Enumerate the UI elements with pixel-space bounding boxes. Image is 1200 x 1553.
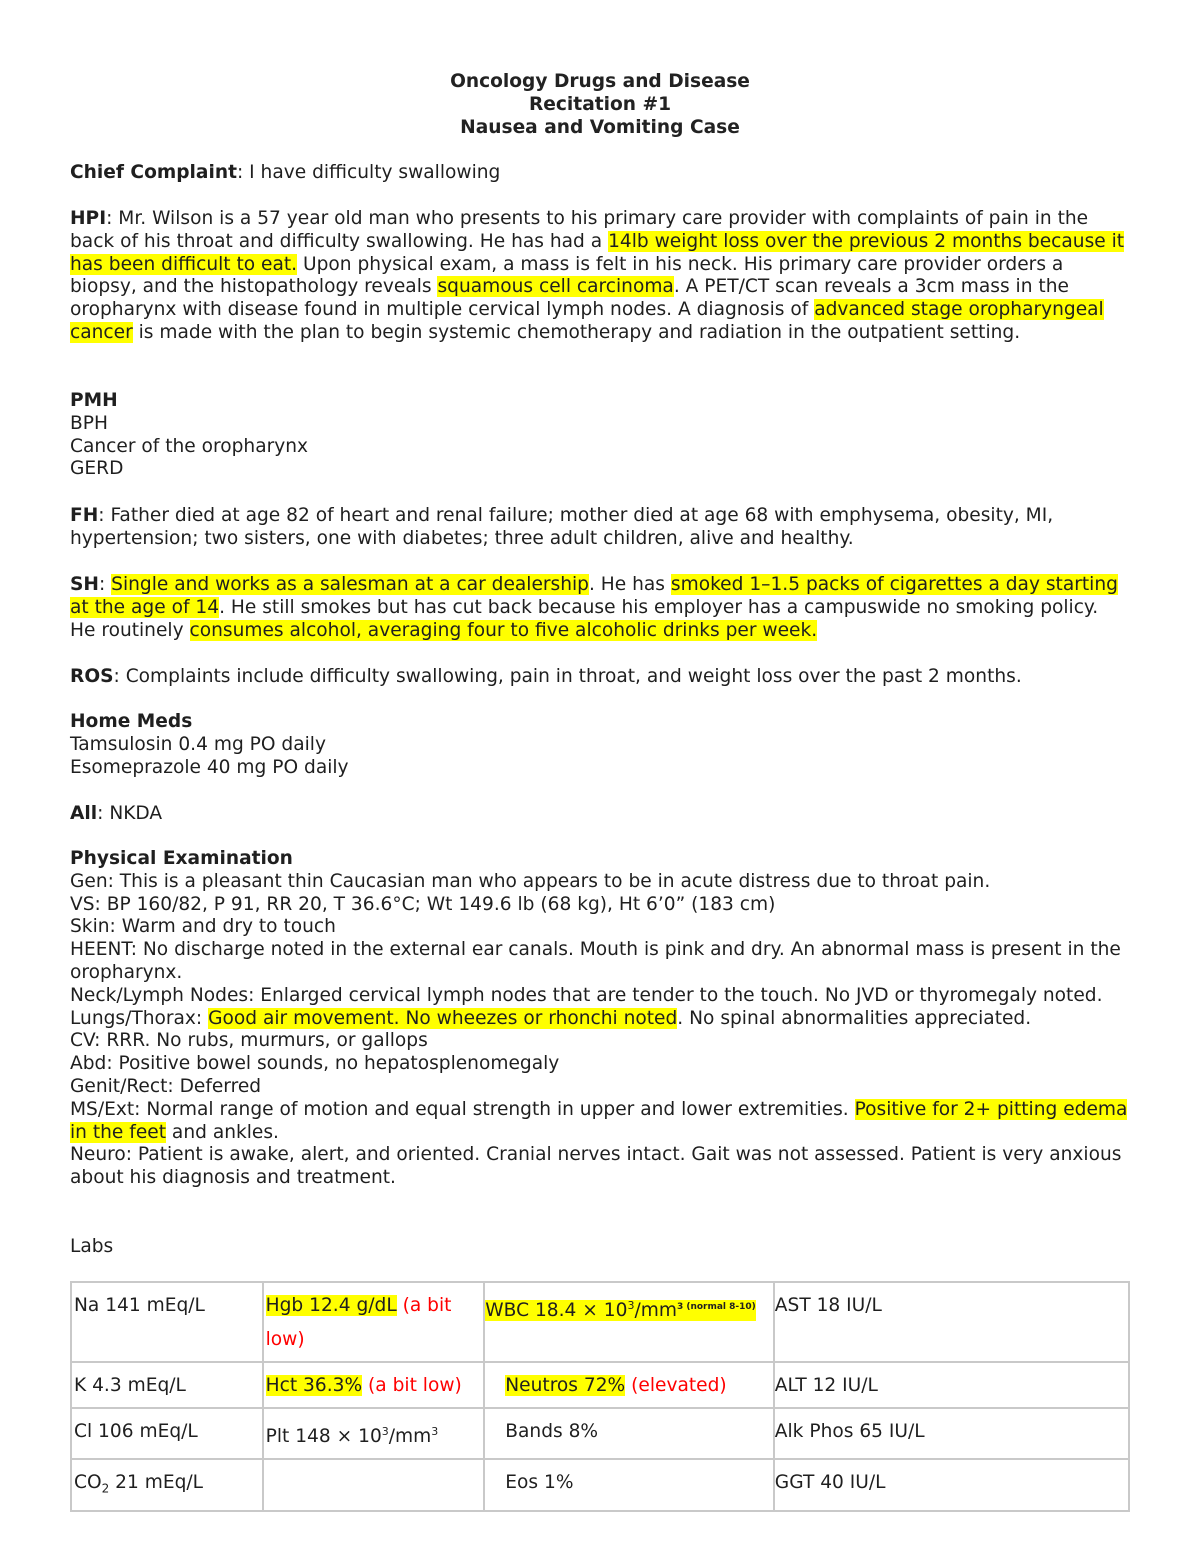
chief-complaint-label: Chief Complaint [70,162,237,183]
hpi-text-3: . A PET/CT scan reveals a 3cm mass in the oropharynx with disease found in multiple cervical lymph nodes. A diagnosis of [70,276,1069,321]
lab-k-value: K 4.3 mEq/L [74,1375,186,1396]
pe-lungs-text: Lungs/Thorax: [70,1007,209,1029]
hpi-label: HPI [70,208,107,229]
lab-bands [484,1408,774,1459]
fh-section [70,505,1120,551]
lab-cl [71,1408,263,1459]
lab-hct-note: (a bit low) [368,1375,462,1396]
pmh-label: PMH [70,390,118,411]
lab-hct-value: Hct 36.3% [265,1375,363,1396]
ros-label: ROS [70,666,114,687]
lab-wbc [484,1282,774,1362]
pmh-item: Cancer of the oropharynx [70,435,309,457]
pe-abd: Abd: Positive bowel sounds, no hepatosplenomegaly [70,1053,560,1075]
lab-alt [774,1362,1129,1408]
lab-eos [484,1459,774,1511]
pe-cv: CV: RRR. No rubs, murmurs, or gallops [70,1030,428,1052]
lab-wbc-exp: 3 [627,1299,635,1312]
lab-plt-exp: 3 [381,1425,389,1438]
lab-wbc-text: WBC 18.4 × 10 [485,1300,628,1321]
labs-table [70,1281,1130,1512]
sh-text-1: . He has [588,574,671,595]
pmh-item: BPH [70,412,108,434]
sh-highlight-occupation: Single and works as a salesman at a car dealership [111,574,589,595]
pe-lungs-text-2: . No spinal abnormalities appreciated. [677,1007,1032,1029]
lab-ast [774,1282,1129,1362]
hpi-highlight-carcinoma: squamous cell carcinoma [437,276,674,298]
pe-ms-text-2: and ankles. [166,1121,279,1143]
lab-na-value: Na 141 mEq/L [74,1295,205,1316]
physical-exam-section [70,848,1130,1190]
lab-ggt [774,1459,1129,1511]
home-meds-label: Home Meds [70,711,193,732]
table-row [71,1362,1129,1408]
lab-wbc-unit: /mm [634,1300,677,1321]
hpi-highlight-weight-loss: 14lb weight loss over the previous 2 months because it has been difficult to eat. [70,230,1125,275]
lab-plt [263,1408,485,1459]
hpi-section [70,208,1132,345]
pe-genit: Genit/Rect: Deferred [70,1075,262,1097]
case-title: Nausea and Vomiting Case [460,117,740,138]
sh-highlight-smoking: smoked 1–1.5 packs of cigarettes a day starting at the age of 14 [70,574,1118,618]
hpi-text-4: is made with the plan to begin systemic chemotherapy and radiation in the outpatient setting. [132,321,1021,343]
table-row [71,1408,1129,1459]
med-item: Esomeprazole 40 mg PO daily [70,756,349,778]
lab-alk-value: Alk Phos 65 IU/L [774,1421,925,1442]
lab-co2-sub: 2 [101,1481,110,1496]
sh-section [70,574,1120,642]
pmh-item: GERD [70,458,124,480]
pe-ms [70,1099,1130,1145]
lab-eos-value: Eos 1% [505,1472,574,1493]
fh-label: FH [70,505,99,526]
hpi-text-1: : Mr. Wilson is a 57 year old man who presents to his primary care provider with complaints of pain in the back of his throat and difficulty swallowing. He has had a [70,208,1089,252]
chief-complaint [70,162,1134,185]
pe-ms-highlight: Positive for 2+ pitting edema in the feet [70,1098,1128,1143]
ros-text: : Complaints include difficulty swallowing, pain in throat, and weight loss over the past 2 months. [113,666,1022,687]
lab-ast-value: AST 18 IU/L [774,1295,882,1316]
allergies-text: : NKDA [97,803,163,824]
lab-plt-text: Plt 148 × 10 [265,1426,382,1447]
med-item: Tamsulosin 0.4 mg PO daily [70,733,326,755]
lab-neutros-value: Neutros 72% [505,1375,626,1396]
sh-text-2: . He still smokes but has cut back because his employer has a campuswide no smoking policy. He routinely [70,596,1099,641]
ros-section [70,666,1134,689]
lab-ggt-value: GGT 40 IU/L [774,1472,886,1493]
lab-hct [263,1362,485,1408]
lab-plt-unit: /mm [388,1426,432,1447]
hpi-text-2: Upon physical exam, a mass is felt in his neck. His primary care provider orders a biopsy, and the histopathology reveals [70,253,1064,298]
pe-neck: Neck/Lymph Nodes: Enlarged cervical lymph nodes that are tender to the touch. No JVD or thyromegaly noted. [70,984,1103,1006]
pe-heent: HEENT: No discharge noted in the external ear canals. Mouth is pink and dry. An abnormal mass is present in the oropharynx. [70,939,1121,983]
lab-co2 [71,1459,263,1511]
chief-complaint-text: : I have difficulty swallowing [236,162,501,183]
pe-lungs [70,1008,1130,1031]
pe-neuro: Neuro: Patient is awake, alert, and oriented. Cranial nerves intact. Gait was not assessed. Patient is very anxious about his diagnosis and treatment. [70,1144,1122,1189]
lab-alt-value: ALT 12 IU/L [774,1375,878,1396]
pe-gen: Gen: This is a pleasant thin Caucasian man who appears to be in acute distress due to throat pain. [70,870,991,892]
lab-wbc-normal: 3 (normal 8-10) [676,1302,756,1312]
lab-plt-exp-2: 3 [431,1425,439,1438]
lab-co2-value: 21 mEq/L [109,1472,204,1493]
sh-highlight-alcohol: consumes alcohol, averaging four to five alcoholic drinks per week. [189,619,818,641]
hpi-highlight-diagnosis: advanced stage oropharyngeal cancer [70,299,1104,343]
home-meds-section [70,711,1134,779]
lab-co2-text: CO [74,1472,102,1493]
lab-alk [774,1408,1129,1459]
lab-na [71,1282,263,1362]
lab-neutros-note: (elevated) [631,1375,727,1396]
sh-text-0: : [98,574,112,595]
lab-wbc-value [485,1300,756,1321]
physical-exam-label: Physical Examination [70,848,293,869]
pmh-section [70,390,1134,481]
pe-vitals: VS: BP 160/82, P 91, RR 20, T 36.6°C; Wt 149.6 lb (68 kg), Ht 6’0” (183 cm) [70,893,776,915]
lab-k [71,1362,263,1408]
lab-hgb [263,1282,485,1362]
lab-cl-value: Cl 106 mEq/L [74,1421,198,1442]
allergies-label: All [70,803,98,824]
pe-ms-text: MS/Ext: Normal range of motion and equal strength in upper and lower extremities. [70,1098,855,1120]
recitation-title: Recitation #1 [528,94,672,115]
pe-lungs-highlight: Good air movement. No wheezes or rhonchi noted [208,1007,678,1029]
fh-text: : Father died at age 82 of heart and renal failure; mother died at age 68 with emphysema, obesity, MI, hypertension; two sisters, one with diabetes; three adult children, alive and healthy. [70,505,1054,549]
course-title: Oncology Drugs and Disease [450,71,750,92]
lab-hgb-value: Hgb 12.4 g/dL [265,1295,397,1316]
lab-hgb-note: (a bit low) [265,1295,452,1350]
document-title [0,70,1200,139]
lab-bands-value: Bands 8% [505,1421,599,1442]
table-row [71,1282,1129,1362]
allergies-section [70,803,1134,826]
lab-empty [263,1459,485,1511]
pe-skin: Skin: Warm and dry to touch [70,916,336,938]
table-row [71,1459,1129,1511]
lab-neutros [484,1362,774,1408]
sh-label: SH [70,574,99,595]
labs-heading: Labs [70,1236,114,1257]
